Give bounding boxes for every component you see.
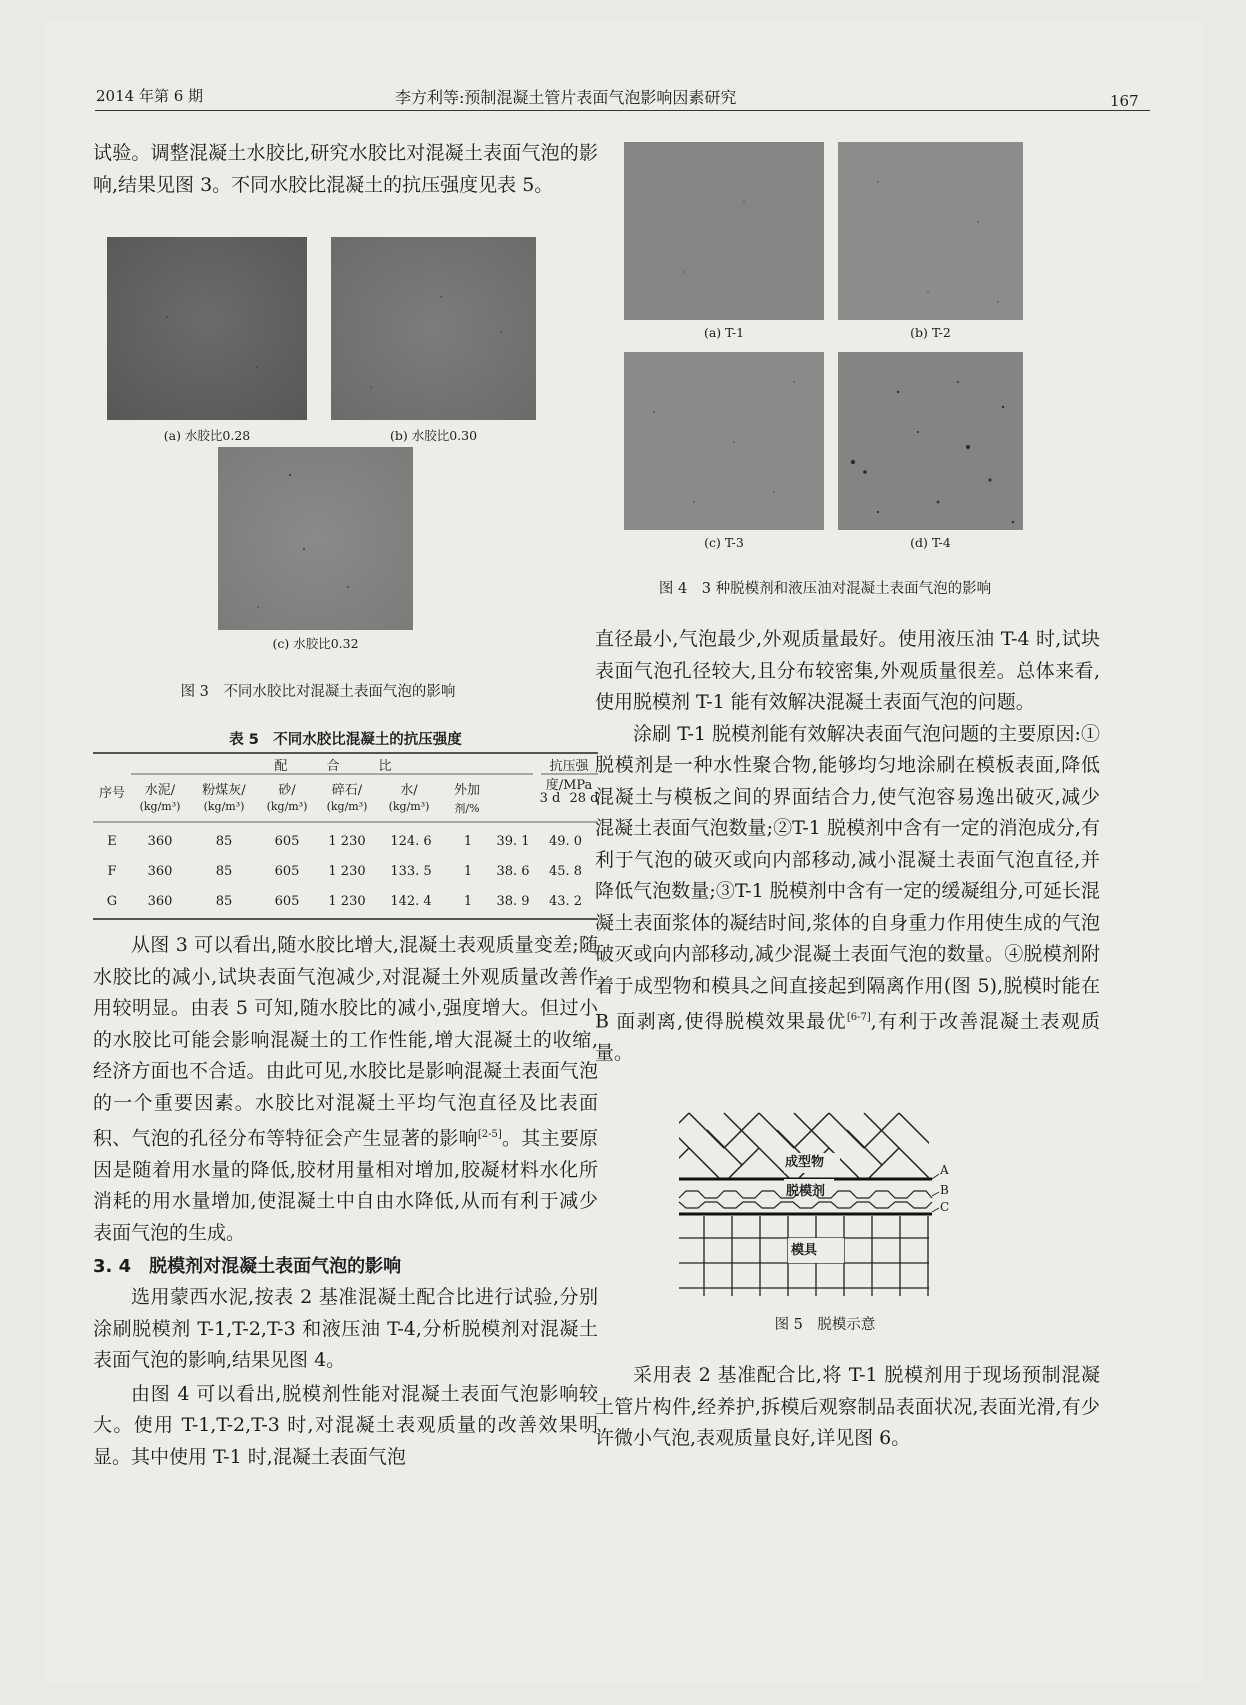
table5-unit-gravel: (kg/m³) <box>326 800 368 813</box>
label-b: B <box>940 1183 949 1197</box>
fig4b-caption: (b) T-2 <box>910 325 951 340</box>
table5-header-seq: 序号 <box>98 786 125 801</box>
photo-wb-028 <box>107 237 307 420</box>
fig4-results-paragraph: 直径最小,气泡最少,外观质量最好。使用液压油 T-4 时,试块表面气泡孔径较大,且分布较密集,外观质量很差。总体来看,使用脱模剂 T-1 能有效解决混凝土表面气泡的问题。 <box>595 628 1100 713</box>
fig3a-caption: (a) 水胶比0.28 <box>163 428 251 443</box>
method-paragraph: 选用蒙西水泥,按表 2 基准混凝土配合比进行试验,分别涂刷脱模剂 T-1,T-2,T-3 和液压油 T-4,分析脱模剂对混凝土表面气泡的影响,结果见图 4。 <box>93 1286 598 1372</box>
photo-t1 <box>624 142 824 320</box>
table5-header-28d: 28 d <box>569 791 599 806</box>
label-release-agent: 脱模剂 <box>786 1184 826 1199</box>
table5-unit-flyash: (kg/m³) <box>203 800 245 813</box>
table5-header-gravel: 碎石/ <box>331 783 363 798</box>
section-heading-3-4: 3. 4 脱模剂对混凝土表面气泡的影响 <box>93 1256 402 1278</box>
photo-t4 <box>838 352 1023 530</box>
table5-header-strength: 抗压强度/MPa <box>545 759 593 793</box>
fig4-analysis-paragraph: 由图 4 可以看出,脱模剂性能对混凝土表面气泡影响较大。使用 T-1,T-2,T-3 时,对混凝土表观质量的改善效果明显。其中使用 T-1 时,混凝土表面气泡 <box>93 1382 598 1468</box>
table5-caption: 表 5 不同水胶比混凝土的抗压强度 <box>229 732 462 748</box>
table-row: F 360 85 605 1 230 133. 5 1 38. 6 45. 8 <box>107 863 583 879</box>
table5-header-water: 水/ <box>400 783 418 798</box>
table5-unit-water: (kg/m³) <box>388 800 430 813</box>
table-row: G 360 85 605 1 230 142. 4 1 38. 9 43. 2 <box>106 893 583 909</box>
reasons-paragraph: 涂刷 T-1 脱模剂能有效解决表面气泡问题的主要原因:①脱模剂是一种水性聚合物,能够均匀地涂刷在模板表面,降低混凝土与模板之间的界面结合力,使气泡容易逸出破灭,减少混凝土表面气泡数量;②T-1 脱模剂中含有一定的消泡成分,有利于气泡的破灭或向内部移动,减小混凝土表面气泡直径,并降低气泡数量;③T-1 脱模剂中含有一定的缓凝组分,可延长混凝土表面浆体的凝结时间,浆体的自身重力作用使生成的气泡破灭或向内部移动,减少混凝土表面气泡的数量。④脱模剂附着于成型物和模具之间直接起到隔离作用(图 5),脱模时能在 B 面剥离,使得脱模效果最优[6-7],有利于改善混凝土表观质量。 <box>595 722 1100 1064</box>
label-mold: 模具 <box>791 1243 818 1258</box>
fig4d-caption: (d) T-4 <box>910 535 951 550</box>
table5-header-3d: 3 d <box>539 791 561 806</box>
photo-t3 <box>624 352 824 530</box>
fig3b-caption: (b) 水胶比0.30 <box>389 428 478 443</box>
table-row: E 360 85 605 1 230 124. 6 1 39. 1 49. 0 <box>107 833 583 849</box>
table5-body <box>93 826 598 916</box>
label-a: A <box>940 1163 949 1177</box>
label-c: C <box>940 1200 950 1214</box>
photo-wb-032 <box>218 447 413 630</box>
table5-unit-cement: (kg/m³) <box>139 800 181 813</box>
table5-header-sand: 砂/ <box>278 783 296 798</box>
table5-unit-admix: 剂/% <box>454 802 480 815</box>
running-title: 李方利等:预制混凝土管片表面气泡影响因素研究 <box>395 88 737 107</box>
fig4a-caption: (a) T-1 <box>703 325 745 340</box>
photo-t2 <box>838 142 1023 320</box>
intro-paragraph: 试验。调整混凝土水胶比,研究水胶比对混凝土表面气泡的影响,结果见图 3。不同水胶比混凝土的抗压强度见表 5。 <box>93 142 598 196</box>
header-rule <box>95 110 1150 111</box>
issue-label: 2014 年第 6 期 <box>96 87 204 105</box>
label-product: 成型物 <box>785 1155 825 1170</box>
field-application-paragraph: 采用表 2 基准配合比,将 T-1 脱模剂用于现场预制混凝土管片构件,经养护,拆模后观察制品表面状况,表面光滑,有少许微小气泡,表观质量良好,详见图 6。 <box>595 1364 1100 1449</box>
fig3c-caption: (c) 水胶比0.32 <box>272 636 359 651</box>
table5-header-flyash: 粉煤灰/ <box>202 783 246 798</box>
citation-6-7: [6-7] <box>846 1012 871 1023</box>
table5-header-admix: 外加 <box>453 783 480 798</box>
fig5-caption: 图 5 脱模示意 <box>774 1317 876 1333</box>
table5-header-cement: 水泥/ <box>144 783 176 798</box>
demolding-diagram <box>674 1108 954 1300</box>
analysis-paragraph: 从图 3 可以看出,随水胶比增大,混凝土表观质量变差;随水胶比的减小,试块表面气泡减少,对混凝土外观质量改善作用较明显。由表 5 可知,随水胶比的减小,强度增大。但过小的水胶比可能会影响混凝土的工作性能,增大混凝土的收缩,经济方面也不合适。由此可见,水胶比是影响混凝土表面气泡的一个重要因素。水胶比对混凝土平均气泡直径及比表面积、气泡的孔径分布等特征会产生显著的影响[2-5]。其主要原因是随着用水量的降低,胶材用量相对增加,胶凝材料水化所消耗的用水量增加,使混凝土中自由水降低,从而有利于减少表面气泡的生成。 <box>93 934 598 1244</box>
fig3-caption: 图 3 不同水胶比对混凝土表面气泡的影响 <box>180 684 456 700</box>
fig4c-caption: (c) T-3 <box>704 535 744 550</box>
table5-unit-sand: (kg/m³) <box>266 800 308 813</box>
fig4-caption: 图 4 3 种脱模剂和液压油对混凝土表面气泡的影响 <box>658 581 992 597</box>
table5-header-mix: 配 合 比 <box>274 759 392 774</box>
photo-wb-030 <box>331 237 536 420</box>
citation-2-5: [2-5] <box>477 1129 502 1140</box>
page-number: 167 <box>1110 92 1139 110</box>
